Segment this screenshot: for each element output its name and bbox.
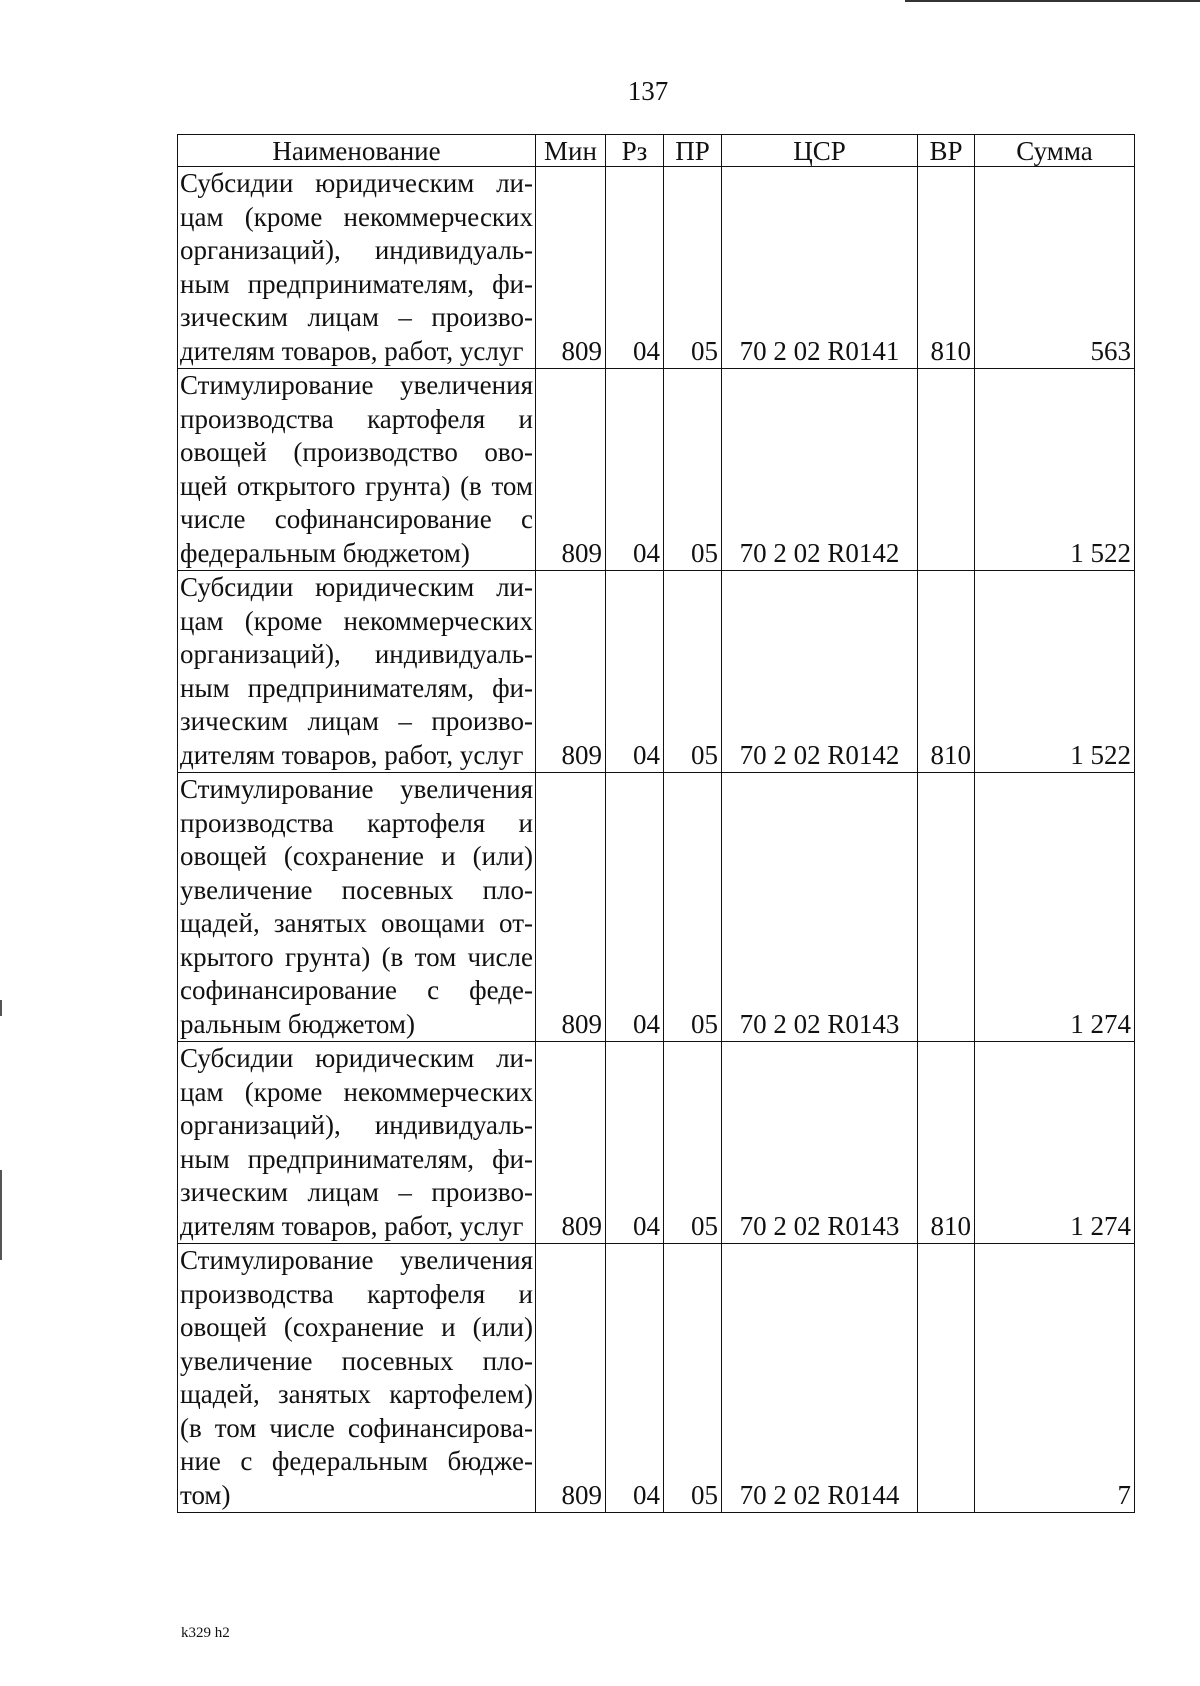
row-min: 809 bbox=[536, 571, 606, 773]
row-min: 809 bbox=[536, 167, 606, 369]
table-row bbox=[178, 1042, 1135, 1244]
header-csr: ЦСР bbox=[722, 135, 918, 167]
scan-top-edge-rule bbox=[905, 0, 1200, 2]
row-pr: 05 bbox=[664, 1244, 722, 1513]
row-vr bbox=[918, 773, 975, 1042]
row-min: 809 bbox=[536, 1042, 606, 1244]
row-vr bbox=[918, 369, 975, 571]
row-csr: 70 2 02 R0144 bbox=[722, 1244, 918, 1513]
row-vr: 810 bbox=[918, 571, 975, 773]
row-name: Стимулирование увеличения производства картофеля и овощей (производство ово-щей открытого грунта) (в том числе софинансирование с федеральным бюджетом) bbox=[178, 369, 536, 571]
table-row bbox=[178, 1244, 1135, 1513]
document-footer-code: k329 h2 bbox=[181, 1625, 230, 1641]
row-vr bbox=[918, 1244, 975, 1513]
row-csr: 70 2 02 R0143 bbox=[722, 773, 918, 1042]
table-row bbox=[178, 571, 1135, 773]
row-csr: 70 2 02 R0142 bbox=[722, 571, 918, 773]
header-min: Мин bbox=[536, 135, 606, 167]
row-rz: 04 bbox=[606, 571, 664, 773]
row-rz: 04 bbox=[606, 1244, 664, 1513]
row-csr: 70 2 02 R0141 bbox=[722, 167, 918, 369]
row-rz: 04 bbox=[606, 167, 664, 369]
row-pr: 05 bbox=[664, 1042, 722, 1244]
row-sum: 1 274 bbox=[975, 1042, 1135, 1244]
table-row bbox=[178, 167, 1135, 369]
row-sum: 1 522 bbox=[975, 571, 1135, 773]
row-min: 809 bbox=[536, 1244, 606, 1513]
table-row bbox=[178, 773, 1135, 1042]
row-name: Субсидии юридическим ли-цам (кроме некоммерческих организаций), индивидуаль-ным предпринимателям, фи-зическим лицам – произво-дителям товаров, работ, услуг bbox=[178, 1042, 536, 1244]
row-name: Субсидии юридическим ли-цам (кроме некоммерческих организаций), индивидуаль-ным предпринимателям, фи-зическим лицам – произво-дителям товаров, работ, услуг bbox=[178, 571, 536, 773]
row-sum: 7 bbox=[975, 1244, 1135, 1513]
row-vr: 810 bbox=[918, 167, 975, 369]
row-min: 809 bbox=[536, 773, 606, 1042]
header-name: Наименование bbox=[178, 135, 536, 167]
row-sum: 1 522 bbox=[975, 369, 1135, 571]
header-pr: ПР bbox=[664, 135, 722, 167]
row-sum: 563 bbox=[975, 167, 1135, 369]
page-number: 137 bbox=[627, 76, 669, 106]
row-rz: 04 bbox=[606, 1042, 664, 1244]
row-name: Стимулирование увеличения производства картофеля и овощей (сохранение и (или) увеличение посевных пло-щадей, занятых овощами от-крытого грунта) (в том числе софинансирование с феде-ральным бюджетом) bbox=[178, 773, 536, 1042]
row-csr: 70 2 02 R0142 bbox=[722, 369, 918, 571]
row-min: 809 bbox=[536, 369, 606, 571]
row-pr: 05 bbox=[664, 773, 722, 1042]
table-row bbox=[178, 369, 1135, 571]
table-header-row bbox=[178, 135, 1135, 167]
row-sum: 1 274 bbox=[975, 773, 1135, 1042]
header-sum: Сумма bbox=[975, 135, 1135, 167]
row-vr: 810 bbox=[918, 1042, 975, 1244]
row-rz: 04 bbox=[606, 369, 664, 571]
row-csr: 70 2 02 R0143 bbox=[722, 1042, 918, 1244]
row-name: Субсидии юридическим ли-цам (кроме некоммерческих организаций), индивидуаль-ным предпринимателям, фи-зическим лицам – произво-дителям товаров, работ, услуг bbox=[178, 167, 536, 369]
row-pr: 05 bbox=[664, 167, 722, 369]
scan-left-edge-mark bbox=[0, 1170, 2, 1260]
row-name: Стимулирование увеличения производства картофеля и овощей (сохранение и (или) увеличение посевных пло-щадей, занятых картофелем) (в том числе софинансирова-ние с федеральным бюдже-том) bbox=[178, 1244, 536, 1513]
row-pr: 05 bbox=[664, 571, 722, 773]
header-vr: ВР bbox=[918, 135, 975, 167]
row-pr: 05 bbox=[664, 369, 722, 571]
scan-left-edge-mark bbox=[0, 1000, 2, 1016]
header-rz: Рз bbox=[606, 135, 664, 167]
budget-allocation-table bbox=[177, 134, 1135, 1513]
row-rz: 04 bbox=[606, 773, 664, 1042]
